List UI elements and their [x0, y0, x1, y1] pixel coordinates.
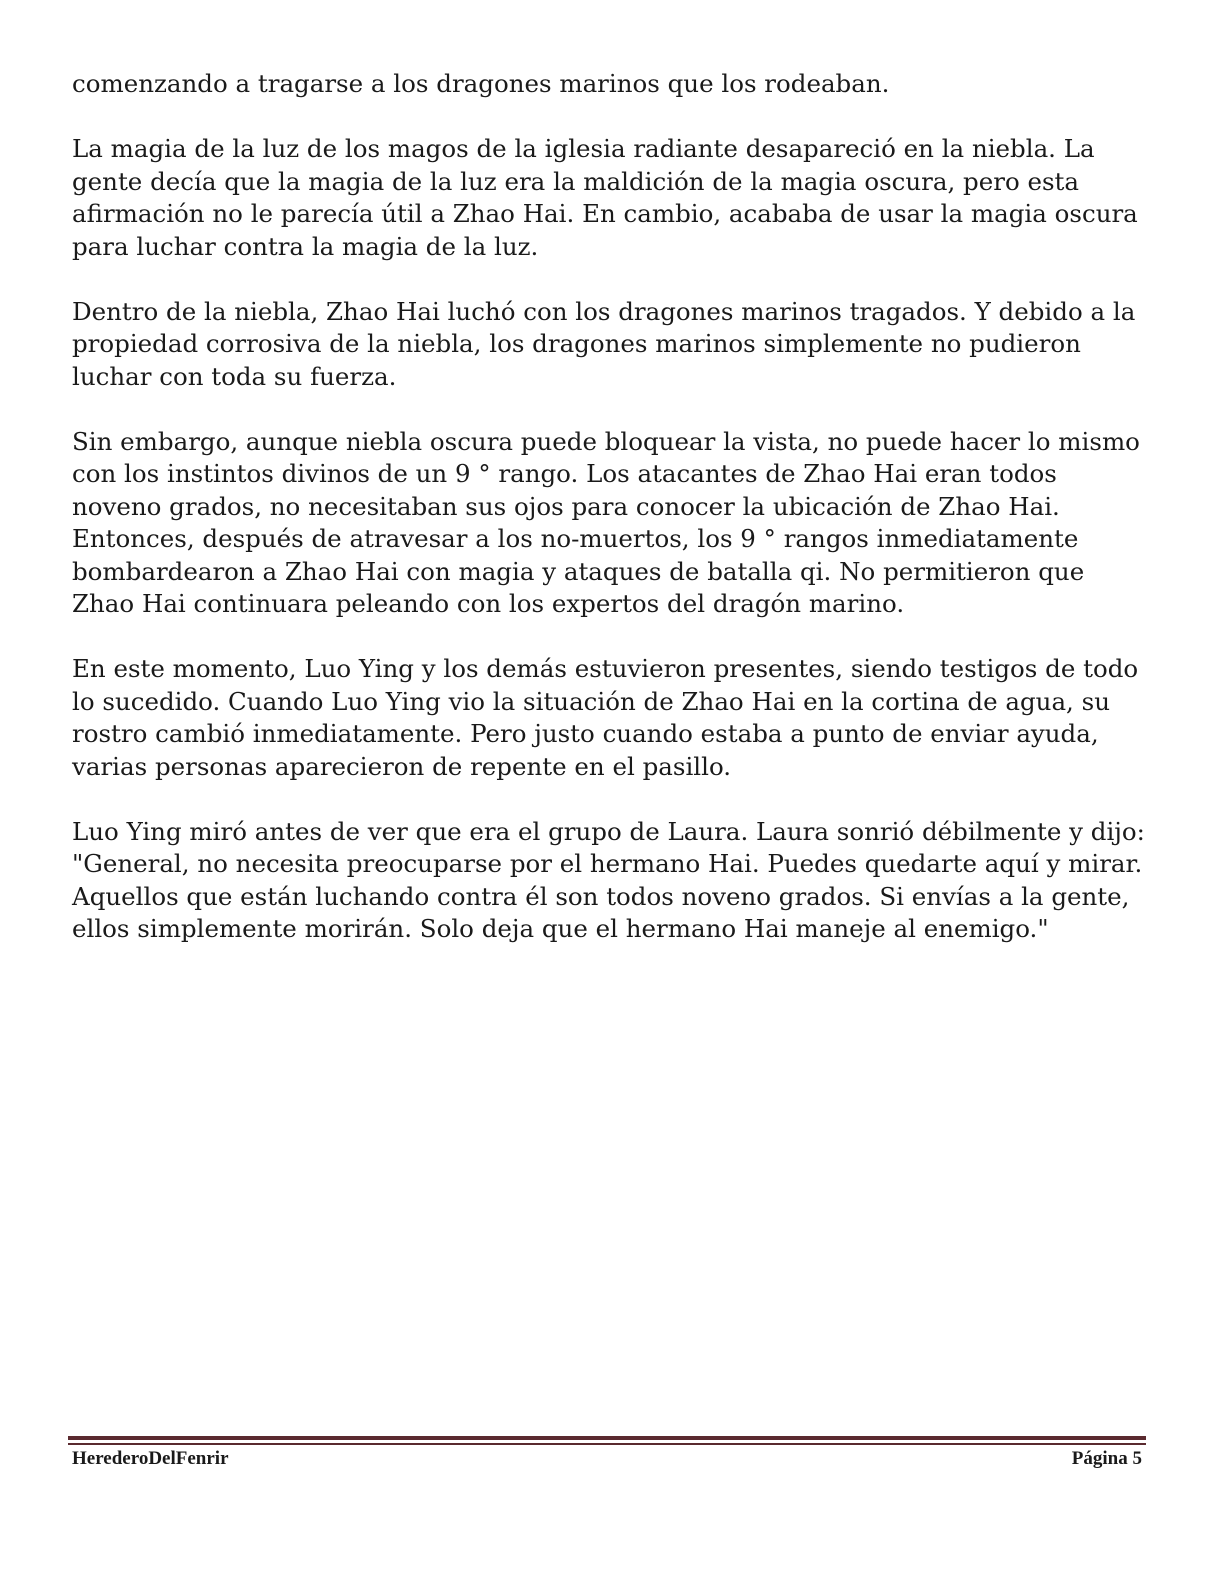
paragraph-2: La magia de la luz de los magos de la iglesia radiante desapareció en la niebla. La gente decía que la magia de la luz era la maldición de la magia oscura, pero esta afirmación no le parecía útil a Zhao Hai. En cambio, acababa de usar la magia oscura para luchar contra la magia de la luz.	[72, 134, 1138, 261]
paragraph-5: En este momento, Luo Ying y los demás estuvieron presentes, siendo testigos de todo lo sucedido. Cuando Luo Ying vio la situación de Zhao Hai en la cortina de agua, su rostro cambió inmediatamente. Pero justo cuando estaba a punto de enviar ayuda, varias personas aparecieron de repente en el pasillo.	[72, 654, 1139, 781]
page-footer	[72, 1448, 1142, 1476]
paragraph-4: Sin embargo, aunque niebla oscura puede bloquear la vista, no puede hacer lo mismo con los instintos divinos de un 9 ° rango. Los atacantes de Zhao Hai eran todos noveno grados, no necesitaban sus ojos para conocer la ubicación de Zhao Hai. Entonces, después de atravesar a los no-muertos, los 9 ° rangos inmediatamente bombardearon a Zhao Hai con magia y ataques de batalla qi. No permitieron que Zhao Hai continuara peleando con los expertos del dragón marino.	[72, 426, 1140, 618]
footer-divider-thick	[68, 1436, 1146, 1440]
page-number: Página 5	[1071, 1448, 1142, 1469]
body-text	[72, 68, 1152, 978]
footer-author: HerederoDelFenrir	[72, 1448, 229, 1469]
paragraph-1: comenzando a tragarse a los dragones marinos que los rodeaban.	[72, 69, 890, 98]
paragraph-3: Dentro de la niebla, Zhao Hai luchó con los dragones marinos tragados. Y debido a la propiedad corrosiva de la niebla, los dragones marinos simplemente no pudieron luchar con toda su fuerza.	[72, 296, 1136, 391]
footer-divider-thin	[68, 1443, 1146, 1445]
paragraph-6: Luo Ying miró antes de ver que era el grupo de Laura. Laura sonrió débilmente y dijo: "General, no necesita preocuparse por el hermano Hai. Puedes quedarte aquí y mirar. Aquellos que están luchando contra él son todos noveno grados. Si envías a la gente, ellos simplemente morirán. Solo deja que el hermano Hai maneje al enemigo."	[72, 816, 1145, 943]
